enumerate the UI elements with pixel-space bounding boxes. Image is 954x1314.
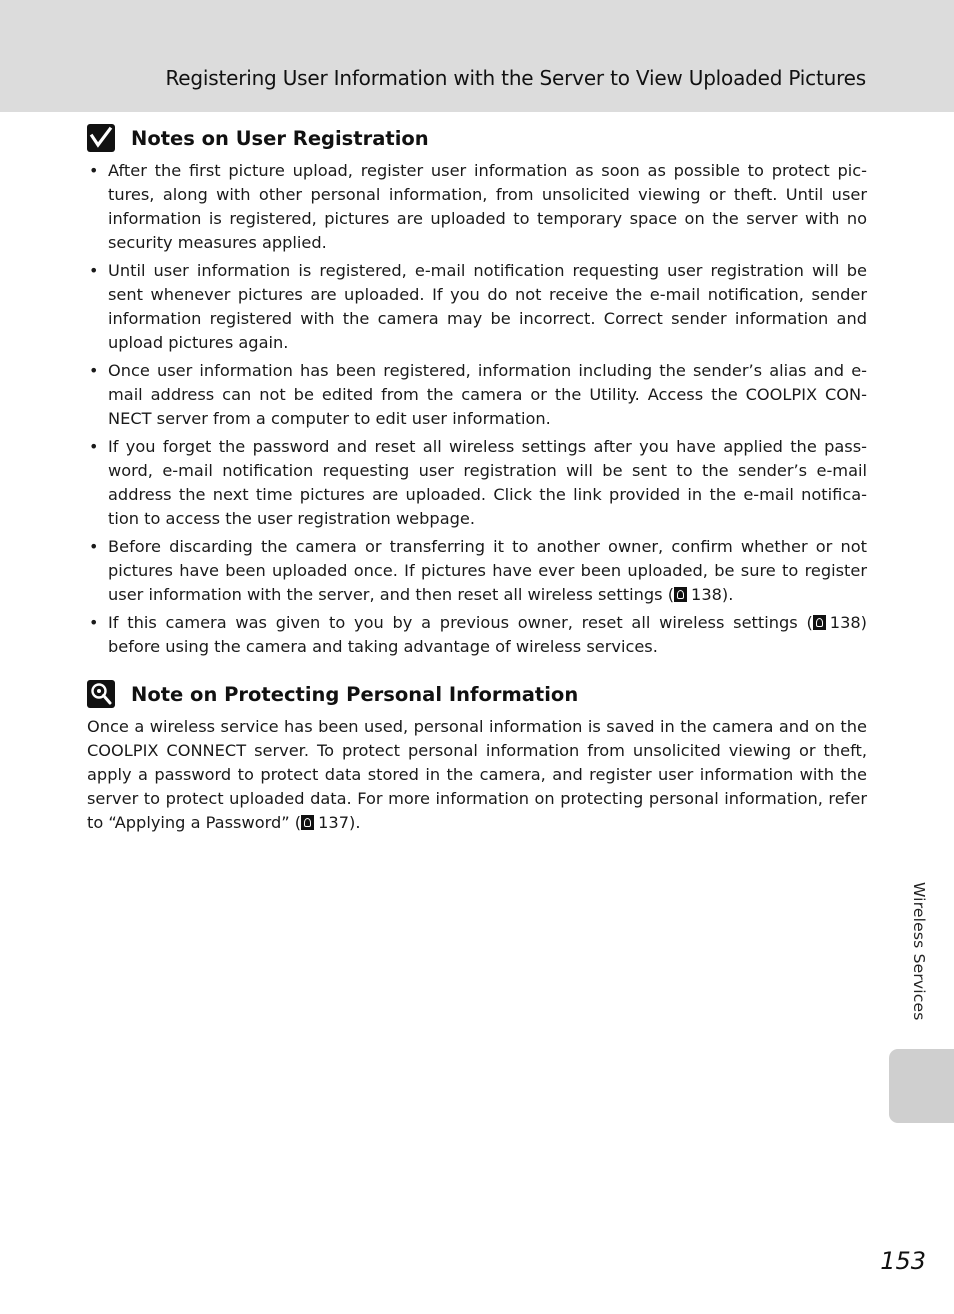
protect-body: Once a wireless service has been used, personal information is saved in the camera and on the COOLPIX CONNECT server. To protect personal information from unsolicited viewing or theft, apply a password to protect data stored in the camera, and register user information with the server to protect uploaded data. For more information on protecting personal information, refer to “Applying a Password” ( 137).: [87, 717, 867, 832]
protect-heading-row: [87, 679, 867, 709]
list-item: • After the first picture upload, register user information as soon as possible to protect pic-tures, along with other personal information, from unsolicited viewing or theft. Until user information is registered, pictures are uploaded to temporary space on the server with no security measures applied.: [89, 161, 867, 252]
list-item: • If you forget the password and reset all wireless settings after you have applied the pass-word, e-mail notification requesting user registration will be sent to the sender’s e-mail address the next time pictures are uploaded. Click the link provided in the e-mail notifica-tion to access the user registration webpage.: [89, 437, 867, 528]
list-item: • Until user information is registered, e-mail notification requesting user registration will be sent whenever pictures are uploaded. If you do not receive the e-mail notification, sender information registered with the camera may be incorrect. Correct sender information and upload pictures again.: [89, 261, 867, 352]
page-number: 153: [880, 1247, 926, 1275]
list-item: • If this camera was given to you by a previous owner, reset all wireless settings ( 138) before using the camera and taking advantage of wireless services.: [89, 613, 867, 656]
notes-heading: Notes on User Registration: [131, 126, 429, 150]
chapter-side-label: Wireless Services: [910, 882, 928, 1021]
notes-list: [87, 159, 867, 659]
page-reference-icon: [813, 615, 826, 630]
page-reference: 138: [829, 613, 861, 632]
page-header-title: Registering User Information with the Server to View Uploaded Pictures: [165, 66, 866, 90]
list-item: • Before discarding the camera or transferring it to another owner, confirm whether or not pictures have been uploaded once. If pictures have ever been uploaded, be sure to register user information with the server, and then reset all wireless settings ( 138).: [89, 537, 867, 604]
protect-heading: Note on Protecting Personal Information: [131, 682, 579, 706]
magnifier-note-icon: [87, 680, 115, 708]
list-item: • Once user information has been registered, information including the sender’s alias and e-mail address can not be edited from the camera or the Utility. Access the COOLPIX CON-NECT server from a computer to edit user information.: [89, 361, 867, 428]
protect-section: [87, 679, 867, 835]
checkmark-icon: [87, 124, 115, 152]
page-reference: 137: [318, 813, 350, 832]
page-reference-icon: [674, 587, 687, 602]
notes-heading-row: [87, 123, 867, 153]
page-reference: 138: [691, 585, 722, 604]
chapter-tab: [889, 1049, 954, 1123]
header-band: [0, 0, 954, 112]
page-reference-icon: [301, 815, 314, 830]
notes-section: [87, 123, 867, 663]
